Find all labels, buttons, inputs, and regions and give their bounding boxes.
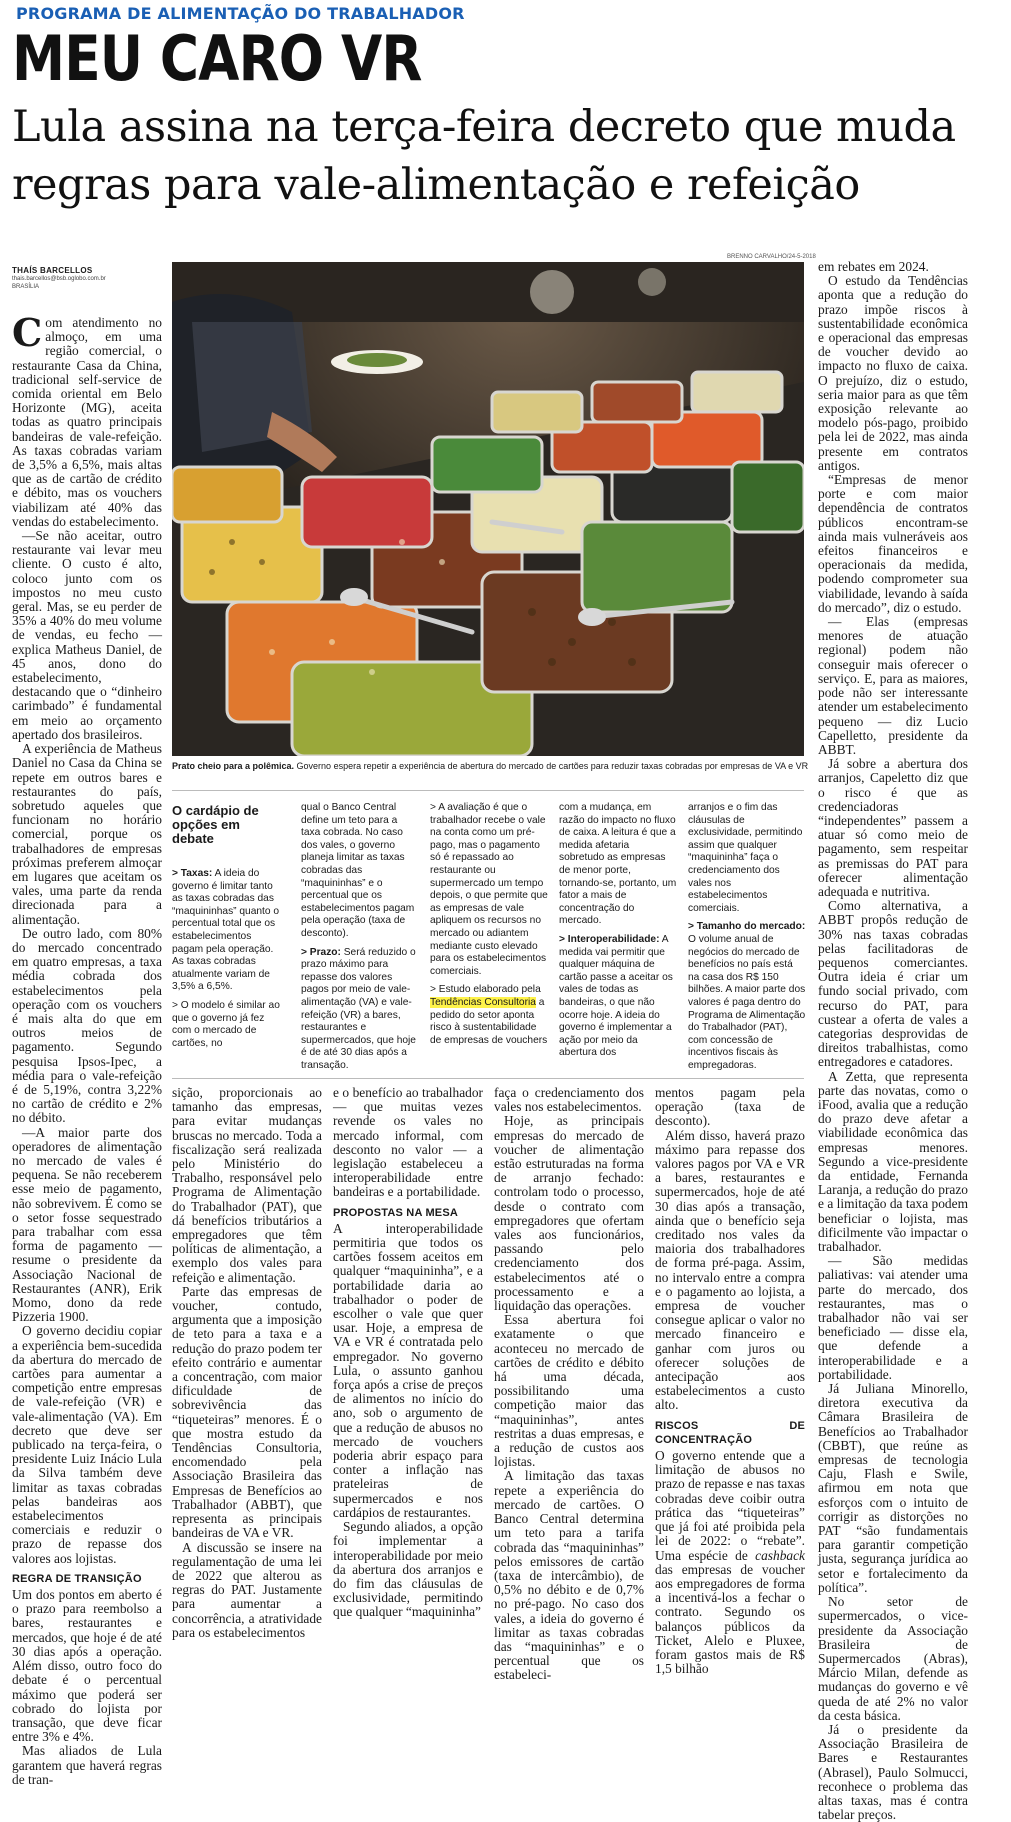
- paragraph: Mas aliados de Lula garantem que haverá regras de tran-: [12, 1743, 162, 1787]
- subheading: REGRA DE TRANSIÇÃO: [12, 1572, 142, 1585]
- box-item: > Tamanho do mercado: O volume anual de negócios do mercado de benefícios no país está na casa dos R$ 150 bilhões. A maior parte dos valores é paga dentro do Programa de Alimentação do Trabalhador (PAT), com concessão de incentivos fiscais às empregadoras.: [688, 921, 806, 1071]
- article-column-3: [333, 1086, 483, 1620]
- paragraph: sição, proporcionais ao tamanho das empresas, para evitar mudanças bruscas no mercado. Toda a fiscalização será realizada pelo Ministério do Trabalho, responsável pelo Programa de Alimentação do Trabalhador (PAT), que dá benefícios tributários a empregadores que têm políticas de alimentação, a exemplo dos vales para refeição e alimentação.: [172, 1085, 322, 1285]
- byline: [12, 266, 162, 291]
- paragraph: em rebates em 2024.: [818, 259, 929, 274]
- box-item: arranjos e o fim das cláusulas de exclusividade, permitindo assim que qualquer “maquininha” faça o credenciamento dos vales nos estabelecimentos comerciais.: [688, 802, 803, 914]
- article-column-5: [655, 1086, 805, 1676]
- article-column-6: [818, 260, 968, 1822]
- box-item: > A avaliação é que o trabalhador recebe o vale na conta como um pré-pago, mas o pagamento só é repassado ao restaurante ou supermercado um tempo depois, o que permite que as empresas de vale apliquem os recursos no mercado ou adiantem mediante custo elevado para os estabelecimentos comerciais.: [430, 802, 548, 977]
- box-title: O cardápio de opções em debate: [172, 803, 259, 846]
- box-item: com a mudança, em razão do impacto no fluxo de caixa. A leitura é que a medida afetaria sobretudo as empresas de menor porte, tornando-se, portanto, um fator a mais de concentração do mercado.: [559, 802, 677, 927]
- box-item: > Prazo: Será reduzido o prazo máximo para repasse dos valores pagos por meio de vale-alimentação (VA) e vale-refeição (VR) a bares, restaurantes e supermercados, que hoje é de até 30 dias após a transação.: [301, 946, 416, 1071]
- paragraph: e o benefício ao trabalhador — que muitas vezes revende os vales no mercado informal, com desconto no valor — a legislação estabeleceu a interoperabilidade entre bandeiras e a portabilidade.: [333, 1085, 483, 1200]
- paragraph: “Empresas de menor porte e com maior dependência de contratos públicos encontram-se ainda mais vulneráveis aos efeitos financeiros e operacionais da medida, podendo comprometer sua viabilidade, levando à saída do mercado”, diz o estudo.: [818, 472, 968, 615]
- highlighted-text: Tendências Consultoria: [430, 996, 536, 1008]
- paragraph: Já Juliana Minorello, diretora executiva da Câmara Brasileira de Benefícios ao Trabalhador (CBBT), que reúne as empresas de tecnologia Caju, Flash e Swile, afirmou em nota que esforços com o intuito de corrigir as distorções no PAT “são fundamentais para garantir competição justa, segurança jurídica ao setor e fortalecimento da política”.: [818, 1381, 968, 1595]
- caption-lead: Prato cheio para a polêmica.: [172, 761, 295, 771]
- section-kicker: PROGRAMA DE ALIMENTAÇÃO DO TRABALHADOR: [16, 4, 465, 23]
- box-column-3: [430, 802, 548, 1053]
- paragraph: De outro lado, com 80% do mercado concentrado em quatro empresas, a taxa média cobrada dos estabelecimentos pela operação com os vouchers é mais alta do que em outros meios de pagamento. Segundo pesquisa Ipsos-Ipec, a média para o vale-refeição é de 5,19%, contra 3,22% no cartão de crédito e 2% no débito.: [12, 925, 162, 1126]
- subheading: RISCOS DE CONCENTRAÇÃO: [655, 1419, 805, 1446]
- author-email: thais.barcellos@bsb.oglobo.com.br: [12, 276, 106, 282]
- author-name: THAÍS BARCELLOS: [12, 266, 93, 275]
- box-column-4: [559, 802, 677, 1066]
- paragraph: Com atendimento no almoço, em uma região comercial, o restaurante Casa da China, tradicional self-service de comida oriental em Belo Horizonte (MG), aceita todas as quatro principais bandeiras de vale-refeição. As taxas cobradas variam de 3,5% a 6,5%, mais altas que as de cartão de crédito e débito, mas os vouchers viabilizam até 40% das vendas do estabelecimento.: [12, 310, 162, 529]
- box-rule-bottom: [172, 1078, 804, 1079]
- box-column-2: [301, 802, 419, 1078]
- paragraph: — Elas (empresas menores de atuação regional) podem não conseguir mais oferecer o serviço. E, para as maiores, pode não ser interessante atender um estabelecimento pequeno — diz Lucio Capelletto, presidente da ABBT.: [818, 614, 968, 757]
- paragraph: A interoperabilidade permitiria que todos os cartões fossem aceitos em qualquer “maquininha”, e a portabilidade daria ao trabalhador o poder de escolher o vale que quer usar. Hoje, a empresa de VA e VR é contratada pelo empregador. No governo Lula, o assunto ganhou força após a crise de preços de alimentos no início do ano, sob o argumento de que a redução de abusos no mercado de vouchers poderia abrir espaço para conter a inflação nas prateleiras de supermercados e nos cardápios de restaurantes.: [333, 1220, 483, 1520]
- photo-caption: [172, 760, 812, 772]
- paragraph: mentos pagam pela operação (taxa de desconto).: [655, 1085, 805, 1129]
- paragraph: O estudo da Tendências aponta que a redução do prazo impõe riscos à sustentabilidade econômica e operacional das empresas de voucher devido ao impacto no fluxo de caixa. O prejuízo, diz o estudo, seria maior para as que têm exposição relevante ao modelo pós-pago, proibido pela lei de 2022, mas ainda presente em contratos antigos.: [818, 273, 968, 473]
- photo-credit: BRENNO CARVALHO/24-5-2018: [727, 254, 816, 260]
- paragraph: A Zetta, que representa parte das novatas, como o iFood, avalia que a redução do prazo deve afetar a viabilidade econômica das empresas menores. Segundo a vice-presidente da entidade, Fernanda Laranja, a redução do prazo e a limitação da taxa podem beneficiar o lojista, mas dificilmente vão impactar o trabalhador.: [818, 1068, 968, 1255]
- box-rule: [172, 790, 804, 791]
- paragraph: Segundo aliados, a opção foi implementar a interoperabilidade por meio da abertura dos arranjos e do fim das cláusulas de exclusividade, permitindo que qualquer “maquininha”: [333, 1519, 483, 1620]
- paragraph: Já sobre a abertura dos arranjos, Capeletto diz que o risco é que as credenciadoras “independentes” passem a atuar só como meio de pagamento, sem respeitar as premissas do PAT para oferecer alimentação adequada e nutritiva.: [818, 756, 968, 899]
- article-column-4: [494, 1086, 644, 1683]
- box-item: > Estudo elaborado pela Tendências Consultoria a pedido do setor aponta risco à sustentabilidade de empresas de vouchers: [430, 984, 548, 1046]
- box-column-1: [172, 868, 282, 1056]
- caption-text: Governo espera repetir a experiência de abertura do mercado de cartões para reduzir taxas cobradas por empresas de VA e VR: [294, 761, 809, 771]
- paragraph: O governo entende que a limitação de abusos no prazo de repasse e nas taxas cobradas deve coibir outra prática das “tiqueteiras” que já foi até proibida pela lei de 2022: o “rebate”. Uma espécie de cashback das empresas de voucher aos empregadores de forma a incentivá-los a fechar o contrato. Segundo os balanços públicos da Ticket, Alelo e Pluxee, foram gastos mais de R$ 1,5 bilhão: [655, 1448, 805, 1677]
- headline: MEU CARO VR: [12, 22, 422, 95]
- paragraph: —Se não aceitar, outro restaurante vai levar meu cliente. O custo é alto, coloco junto com os impostos no meu custo geral. Mas, se eu perder de 35% a 40% do meu volume de vendas, eu fecho — explica Matheus Daniel, de 45 anos, dono do estabelecimento, destacando que o “dinheiro carimbado” é fundamental em meio ao orçamento apertado dos brasileiros.: [12, 528, 162, 742]
- paragraph: Parte das empresas de voucher, contudo, argumenta que a imposição de teto para a taxa e a redução do prazo podem ter efeito contrário e aumentar a concentração, com maior dificuldade de sobrevivência das “tiqueteiras” menores. É o que mostra estudo da Tendências Consultoria, encomendado pela Associação Brasileira das Empresas de Benefícios ao Trabalhador (ABBT), que representa as principais bandeiras de VA e VR.: [172, 1283, 322, 1541]
- dropcap: C: [12, 310, 43, 355]
- paragraph: Como alternativa, a ABBT propôs redução de 30% nas taxas cobradas pelas facilitadoras de pequenos comerciantes. Outra ideia é criar um fundo social privado, com recurso do PAT, para custear a oferta de vales a categorias desprovidas de direitos trabalhistas, como entregadores e catadores.: [818, 898, 968, 1070]
- paragraph: Essa abertura foi exatamente o que aconteceu no mercado de cartões de crédito e débito há uma década, possibilitando uma competição maior das “maquininhas”, antes restritas a duas empresas, e a redução de custos aos lojistas.: [494, 1312, 644, 1470]
- paragraph: A experiência de Matheus Daniel no Casa da China se repete em outros bares e restaurantes do país, sobretudo aqueles que funcionam no horário comercial, porque os trabalhadores de empresas próximas preferem almoçar em lugares que aceitam os vales, uma parte da renda direcionada para a alimentação.: [12, 741, 162, 927]
- box-item: > O modelo é similar ao que o governo já fez com o mercado de cartões, no: [172, 999, 280, 1049]
- paragraph: Além disso, haverá prazo máximo para repasse dos valores pagos por VA e VR a bares, restaurantes e supermercados, hoje de até 30 dias após a transação, ainda que o benefício seja creditado nos vales da maioria dos trabalhadores de forma pré-paga. Assim, no intervalo entre a compra e o pagamento ao lojista, a empresa de voucher consegue aplicar o valor no mercado financeiro e ganhar com juros ou oferecer soluções de antecipação aos estabelecimentos a custo alto.: [655, 1127, 805, 1413]
- paragraph: A limitação das taxas repete a experiência do mercado de cartões. O Banco Central determina um teto para a tarifa cobrada das “maquininhas” pelos emissores de cartão (taxa de intercâmbio), de 0,5% no débito e de 0,7% no pré-pago. No caso dos vales, a ideia do governo é limitar as taxas cobradas das “maquininhas” e o percentual que os estabeleci-: [494, 1468, 644, 1683]
- box-item: qual o Banco Central define um teto para a taxa cobrada. No caso dos vales, o governo planeja limitar as taxas cobradas das “maquininhas” e o percentual que os estabelecimentos pagam pela operação (taxa de desconto).: [301, 802, 415, 939]
- paragraph: —A maior parte dos operadores de alimentação no mercado de vales é pequena. Se não receberem esse meio de pagamento, não sobrevivem. É como se o setor fosse sequestrado para trabalhar com essa forma de pagamento — resume o presidente da Associação Nacional de Restaurantes (ANR), Erik Momo, dono da rede Pizzeria 1900.: [12, 1124, 162, 1325]
- paragraph: Já o presidente da Associação Brasileira de Bares e Restaurantes (Abrasel), Paulo Solmucci, reconhece o problema das altas taxas, mas é contra tabelar preços.: [818, 1721, 968, 1822]
- box-column-5: [688, 802, 806, 1078]
- dateline-city: BRASÍLIA: [12, 284, 40, 290]
- paragraph: faça o credenciamento dos vales nos estabelecimentos.: [494, 1085, 644, 1115]
- paragraph: A discussão se insere na regulamentação de uma lei de 2022 que alterou as regras do PAT. Justamente para aumentar a concorrência, a atratividade para os estabelecimentos: [172, 1539, 322, 1640]
- paragraph: — São medidas paliativas: vai atender uma parte do mercado, dos restaurantes, mas o trabalhador não vai ser beneficiado — disse ela, que defende a interoperabilidade e a portabilidade.: [818, 1253, 968, 1382]
- buffet-photo: [172, 262, 804, 756]
- buffet-illustration: [172, 262, 804, 756]
- paragraph: O governo decidiu copiar a experiência bem-sucedida da abertura do mercado de cartões para aumentar a competição entre empresas de vale-refeição (VR) e vale-alimentação (VA). Em decreto que deve ser publicado na terça-feira, o presidente Luiz Inácio Lula da Silva também deve limitar as taxas cobradas pelas bandeiras aos estabelecimentos comerciais e reduzir o prazo de repasse dos valores aos lojistas.: [12, 1323, 162, 1566]
- box-item: > Interoperabilidade: A medida vai permitir que qualquer máquina de cartão passe a aceitar os vales de todas as bandeiras, o que não ocorre hoje. A ideia do governo é implementar a ação por meio da abertura dos: [559, 933, 673, 1059]
- subheading: PROPOSTAS NA MESA: [333, 1206, 459, 1219]
- box-item: > Taxas: A ideia do governo é limitar tanto as taxas cobradas das “maquininhas” quanto o percentual total que os estabelecimentos pagam pela operação. As taxas cobradas atualmente variam de 3,5% a 6,5%.: [172, 868, 280, 993]
- paragraph: Hoje, as principais empresas do mercado de voucher de alimentação estão estruturadas na forma de arranjo fechado: controlam todo o processo, desde o contrato com empregadores que ofertam vales aos funcionários, passando pelo credenciamento dos estabelecimentos até o processamento e a liquidação das operações.: [494, 1113, 644, 1314]
- paragraph: Um dos pontos em aberto é o prazo para reembolso a bares, restaurantes e mercados, que hoje é de até 30 dias após a operação. Além disso, outro foco do debate é o percentual máximo que poderá ser cobrado do lojista por transação, que deve ficar entre 3% e 4%.: [12, 1587, 162, 1745]
- subheadline: Lula assina na terça-feira decreto que muda regras para vale-alimentação e refeição: [12, 102, 956, 210]
- article-column-1: [12, 310, 162, 1787]
- article-column-2: [172, 1086, 322, 1640]
- paragraph: No setor de supermercados, o vice-presidente da Associação Brasileira de Supermercados (Abras), Márcio Milan, defende as mudanças do governo e vê queda de até 2% no valor da cesta básica.: [818, 1594, 968, 1723]
